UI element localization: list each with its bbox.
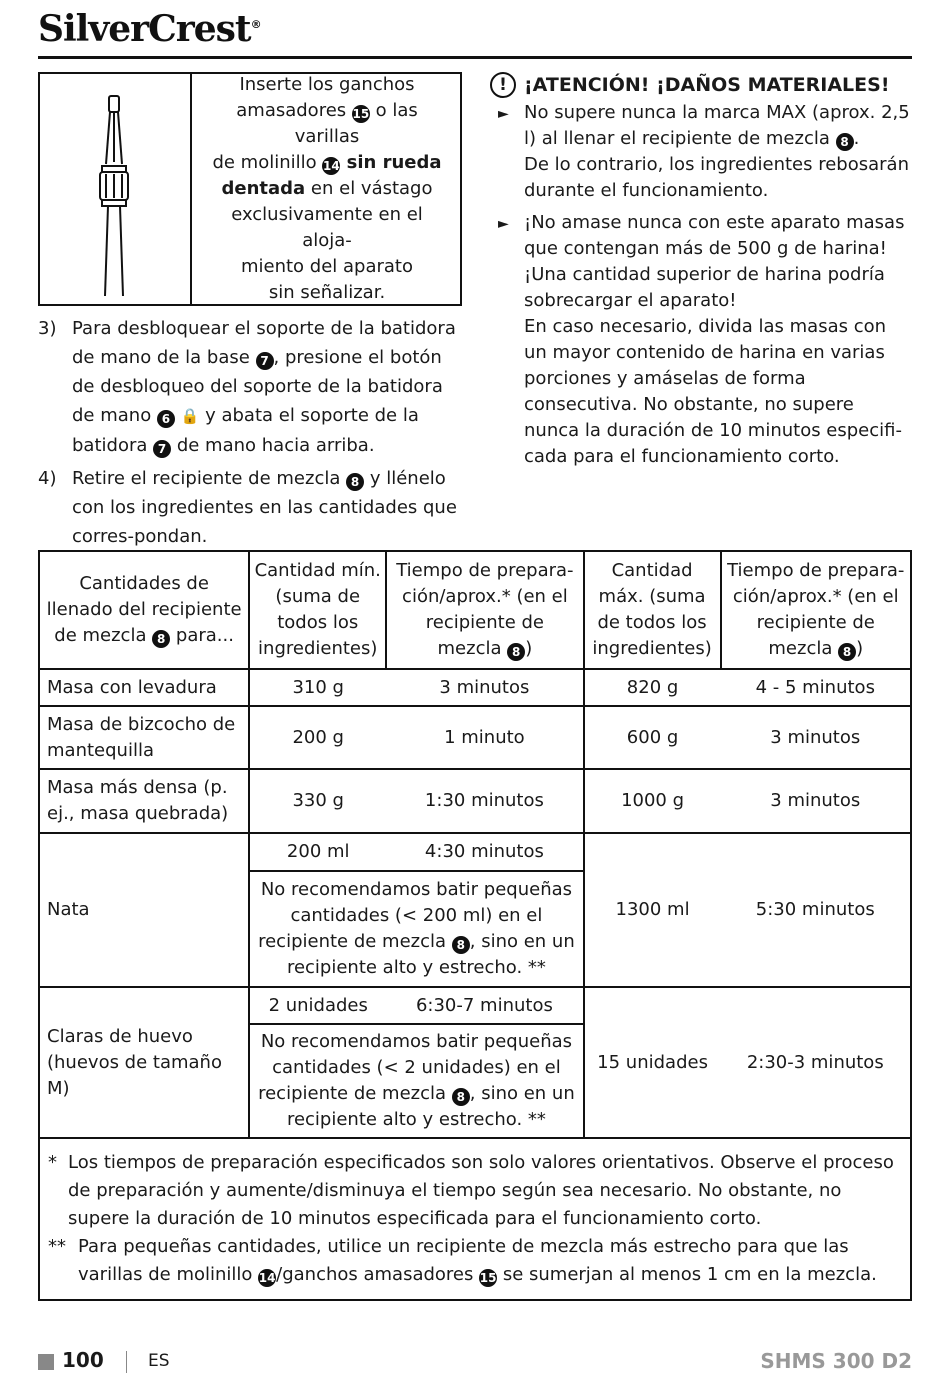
header-cell: Cantidades de llenado del recipiente de mezcla 8 para... [39, 551, 249, 669]
table-row-nata-note: No recomendamos batir pequeñas cantidades (< 200 ml) en el recipiente de mezcla 8 , sino en un recipiente alto y estrecho. ** [39, 871, 911, 987]
table-row-claras: Claras de huevo (huevos de tamaño M) 2 unidades 6:30-7 minutos 15 unidades 2:30-3 minutos [39, 987, 911, 1024]
step-4: 4) Retire el recipiente de mezcla 8 y llénelo con los ingredientes en las cantidades que corres-pondan. [38, 468, 457, 547]
table-row: Masa con levadura 310 g 3 minutos 820 g 4 - 5 minutos [39, 669, 911, 706]
table-header-row [39, 551, 911, 669]
warning-icon: ! [490, 72, 516, 98]
attention-bullet: ► No supere nunca la marca MAX (aprox. 2,5 l) al llenar el recipiente de mezcla 8 . De lo contrario, los ingredientes rebosarán durante el funcionamiento. [490, 100, 914, 204]
attention-title: ! ¡ATENCIÓN! ¡DAÑOS MATERIALES! [490, 72, 914, 98]
table-row-claras-note: No recomendamos batir pequeñas cantidades (< 2 unidades) en el recipiente de mezcla 8 , sino en un recipiente alto y estrecho. ** [39, 1024, 911, 1138]
table-row: Masa de bizcocho de mantequilla 200 g 1 minuto 600 g 3 minutos [39, 706, 911, 769]
table-row-nata: Nata 200 ml 4:30 minutos 1300 ml 5:30 minutos [39, 833, 911, 871]
footnote-1: * Los tiempos de preparación especificados son solo valores orientativos. Observe el proceso de preparación y aumente/disminuya el tiempo según sea necesario. No obstante, no supere la duración de 10 minutos especificada para el funcionamiento corto. [48, 1152, 894, 1229]
model-number: SHMS 300 D2 [760, 1349, 912, 1373]
header-cell: Cantidad máx. (suma de todos los ingredientes) [584, 551, 721, 669]
fill-quantities-table [38, 550, 912, 1301]
language-code: ES [148, 1351, 170, 1371]
brand-logo: SilverCrest® [38, 8, 261, 50]
illustration-caption: Inserte los ganchos amasadores 15 o las varillas de molinillo 14 sin rueda dentada en el vástago exclusivamente en el aloja- miento del aparato sin señalizar. [212, 74, 442, 303]
attention-section [490, 72, 914, 476]
illustration-box [38, 72, 462, 306]
step-3: 3) Para desbloquear el soporte de la batidora de mano de la base 7 , presione el botón de desbloqueo del soporte de la batidora de mano 6 🔒 y abata el soporte de la batidora 7 de mano hacia arriba. [38, 318, 456, 456]
header-rule [38, 56, 912, 59]
attention-bullet: ► ¡No amase nunca con este aparato masas que contengan más de 500 g de harina! ¡Una cantidad superior de harina podría sobrecargar el aparato! En caso necesario, divida las masas con un mayor contenido de harina en varias porciones y amáselas de forma consecutiva. No obstante, no supere nunca la duración de 10 minutos especifi-cada para el funcionamiento corto. [490, 210, 914, 470]
header-cell: Tiempo de prepara-ción/aprox.* (en el recipiente de mezcla 8 ) [721, 551, 911, 669]
page-number: 100 [62, 1348, 104, 1372]
dough-hook-illustration [40, 74, 192, 304]
header-cell: Tiempo de prepara-ción/aprox.* (en el recipiente de mezcla 8 ) [386, 551, 583, 669]
footer-divider [126, 1351, 127, 1373]
arrow-bullet-icon: ► [498, 216, 509, 232]
header-cell: Cantidad mín. (suma de todos los ingredientes) [249, 551, 386, 669]
footnote-2: ** Para pequeñas cantidades, utilice un recipiente de mezcla más estrecho para que las varillas de molinillo 14/ganchos amasadores 15 se sumerjan al menos 1 cm en la mezcla. [48, 1236, 877, 1285]
footer-square-icon [38, 1354, 54, 1370]
arrow-bullet-icon: ► [498, 106, 509, 122]
table-row: Masa más densa (p. ej., masa quebrada) 330 g 1:30 minutos 1000 g 3 minutos [39, 769, 911, 833]
table-footnotes [39, 1138, 911, 1300]
instruction-steps [38, 314, 462, 555]
lock-icon: 🔒 [180, 407, 200, 425]
